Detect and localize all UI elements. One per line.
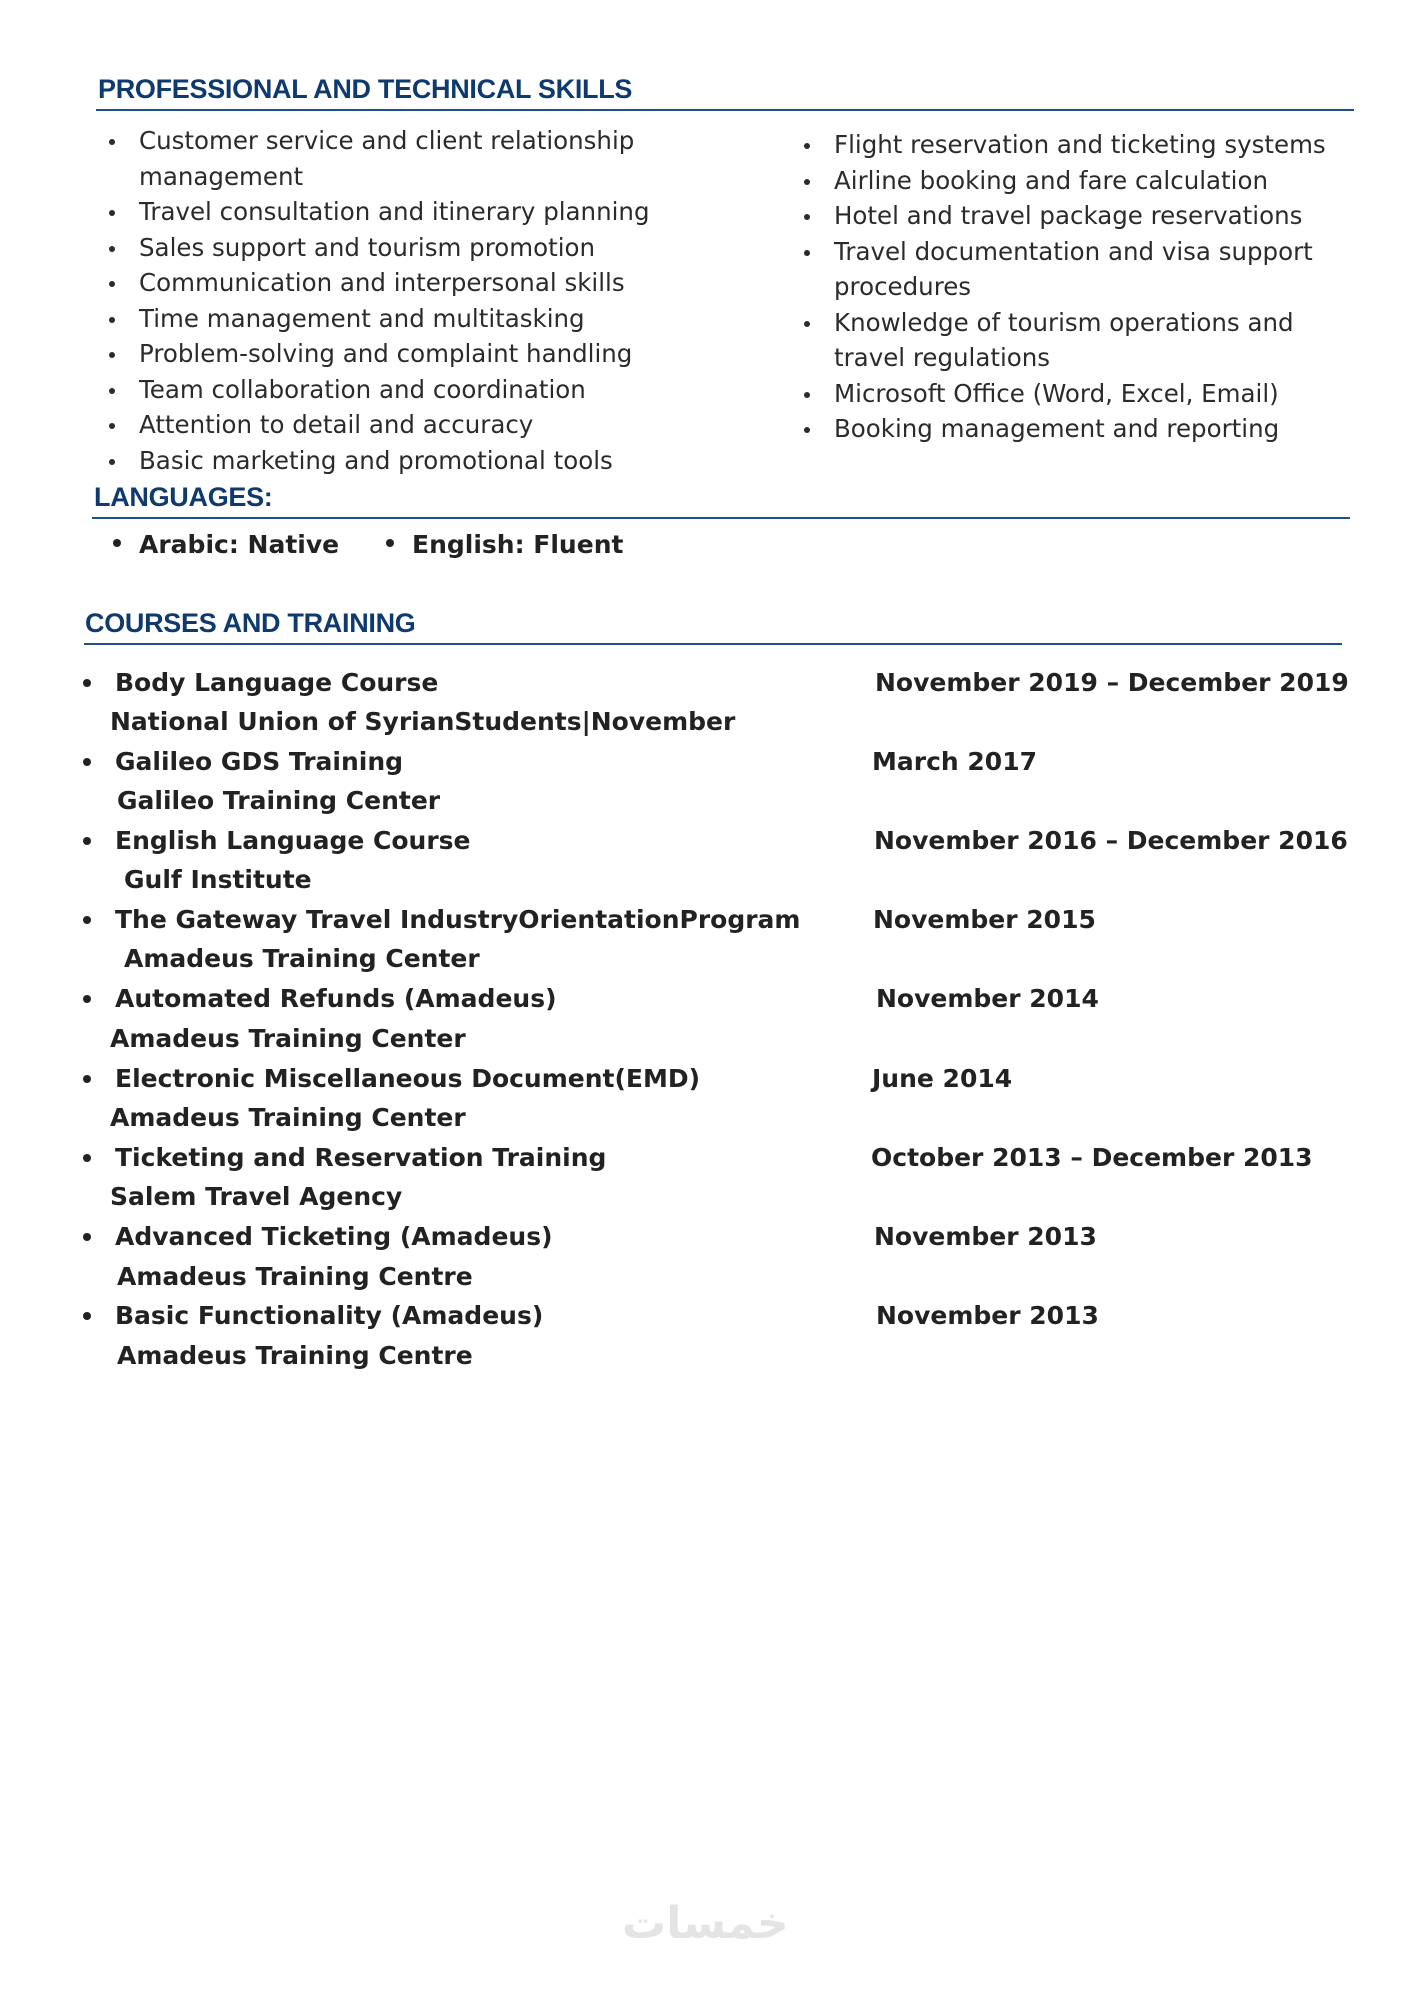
language-label: English: Fluent — [412, 530, 624, 559]
course-org: Amadeus Training Centre — [117, 1262, 473, 1291]
bullet-icon — [83, 679, 91, 687]
languages-heading: LANGUAGES: — [94, 482, 273, 512]
course-date: November 2013 — [876, 1301, 1099, 1330]
bullet-icon — [83, 916, 91, 924]
watermark-logo: خمسات — [622, 1898, 789, 1949]
course-org: Amadeus Training Center — [124, 944, 480, 973]
course-org: Amadeus Training Centre — [117, 1341, 473, 1370]
list-item: Problem-solving and complaint handling — [97, 336, 777, 372]
list-item: Booking management and reporting — [792, 411, 1367, 447]
skills-heading: PROFESSIONAL AND TECHNICAL SKILLS — [98, 74, 633, 104]
course-name: English Language Course — [115, 826, 471, 855]
course-name: Body Language Course — [115, 668, 439, 697]
language-arabic — [113, 530, 339, 559]
course-date: March 2017 — [872, 747, 1037, 776]
courses-divider — [84, 643, 1342, 645]
skills-divider — [96, 109, 1354, 111]
list-item: Airline booking and fare calculation — [792, 163, 1367, 199]
list-item: Customer service and client relationship management — [97, 123, 777, 194]
course-org: Gulf Institute — [124, 865, 312, 894]
list-item: Hotel and travel package reservations — [792, 198, 1367, 234]
list-item: Sales support and tourism promotion — [97, 230, 777, 266]
course-org: Amadeus Training Center — [110, 1024, 466, 1053]
bullet-icon — [83, 837, 91, 845]
bullet-icon — [83, 758, 91, 766]
bullet-icon — [83, 995, 91, 1003]
list-item: Basic marketing and promotional tools — [97, 443, 777, 479]
course-date: November 2015 — [873, 905, 1096, 934]
course-date: June 2014 — [872, 1064, 1013, 1093]
skills-list-right — [792, 127, 1367, 447]
language-label: Arabic: Native — [139, 530, 340, 559]
course-name: Basic Functionality (Amadeus) — [115, 1301, 544, 1330]
course-name: Automated Refunds (Amadeus) — [115, 984, 557, 1013]
course-name: Galileo GDS Training — [115, 747, 404, 776]
course-name: Ticketing and Reservation Training — [115, 1143, 607, 1172]
bullet-icon — [83, 1233, 91, 1241]
course-date: November 2019 – December 2019 — [875, 668, 1349, 697]
course-org: National Union of SyrianStudents|November — [110, 707, 736, 736]
skills-list-left — [97, 123, 777, 478]
list-item: Communication and interpersonal skills — [97, 265, 777, 301]
list-item: Time management and multitasking — [97, 301, 777, 337]
course-org: Amadeus Training Center — [110, 1103, 466, 1132]
list-item: Microsoft Office (Word, Excel, Email) — [792, 376, 1367, 412]
course-date: November 2013 — [874, 1222, 1097, 1251]
language-english — [386, 530, 623, 559]
course-date: November 2016 – December 2016 — [874, 826, 1348, 855]
bullet-icon — [113, 539, 121, 547]
course-org: Galileo Training Center — [117, 786, 441, 815]
bullet-icon — [83, 1154, 91, 1162]
bullet-icon — [83, 1312, 91, 1320]
course-name: The Gateway Travel IndustryOrientationProgram — [115, 905, 801, 934]
list-item: Flight reservation and ticketing systems — [792, 127, 1367, 163]
list-item: Travel consultation and itinerary planning — [97, 194, 777, 230]
list-item: Team collaboration and coordination — [97, 372, 777, 408]
list-item: Knowledge of tourism operations and travel regulations — [792, 305, 1367, 376]
languages-divider — [92, 517, 1350, 519]
courses-heading: COURSES AND TRAINING — [85, 608, 416, 638]
list-item: Travel documentation and visa support procedures — [792, 234, 1367, 305]
course-org: Salem Travel Agency — [110, 1182, 403, 1211]
course-name: Electronic Miscellaneous Document(EMD) — [115, 1064, 701, 1093]
bullet-icon — [386, 539, 394, 547]
bullet-icon — [83, 1075, 91, 1083]
course-date: October 2013 – December 2013 — [871, 1143, 1313, 1172]
course-date: November 2014 — [876, 984, 1099, 1013]
list-item: Attention to detail and accuracy — [97, 407, 777, 443]
course-name: Advanced Ticketing (Amadeus) — [115, 1222, 553, 1251]
